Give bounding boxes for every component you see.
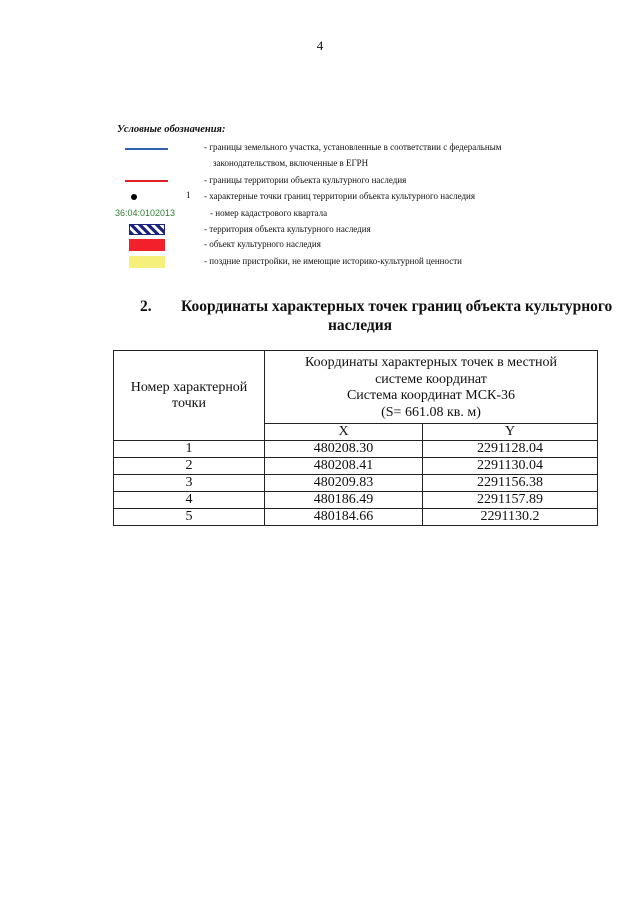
legend-row-land-boundary-cont: [0, 157, 640, 173]
page-number: 4: [316, 38, 324, 53]
point-dot-symbol: [131, 194, 137, 200]
cell-point-number: 4: [114, 492, 265, 509]
cell-point-number: 2: [114, 458, 265, 475]
section-title-line2: наследия: [327, 317, 393, 334]
legend-late-extensions-text: - поздние пристройки, не имеющие историко-культурной ценности: [204, 256, 462, 266]
legend-row-heritage-territory: [0, 223, 640, 239]
header-coordinates-line3: Система координат МСК-36: [346, 388, 516, 403]
legend-heritage-boundary-text: - границы территории объекта культурного наследия: [204, 175, 407, 185]
legend-characteristic-points-text: - характерные точки границ территории объекта культурного наследия: [204, 191, 475, 201]
table-row: [114, 475, 598, 492]
blue-line-symbol: [125, 148, 168, 150]
cell-x: 480208.41: [265, 458, 423, 475]
table-row: [114, 441, 598, 458]
cell-x: 480208.30: [265, 441, 423, 458]
cell-y: 2291130.04: [423, 458, 598, 475]
cell-x: 480184.66: [265, 509, 423, 526]
red-fill-symbol: [129, 239, 165, 251]
table-row: [114, 509, 598, 526]
legend-title: Условные обозначения:: [117, 124, 226, 135]
legend-row-characteristic-points: [0, 190, 640, 206]
section-number: 2.: [140, 298, 152, 315]
cell-y: 2291157.89: [423, 492, 598, 509]
red-line-symbol: [125, 180, 168, 182]
cadastral-code-symbol: 36:04:0102013: [115, 208, 176, 218]
header-coordinates-line1: Координаты характерных точек в местной: [304, 355, 557, 370]
point-number-label: 1: [186, 190, 191, 200]
header-coordinates-line4: (S= 661.08 кв. м): [381, 404, 481, 420]
header-coordinates-line2: системе координат: [375, 371, 487, 387]
hatch-fill-symbol: [129, 224, 165, 235]
legend-row-land-boundary: [0, 141, 640, 157]
header-point-number: Номер характерной точки: [114, 351, 265, 441]
legend-row-late-extensions: [0, 255, 640, 271]
cell-y: 2291156.38: [423, 475, 598, 492]
legend-heritage-territory-text: - территория объекта культурного наследия: [204, 224, 371, 234]
legend-land-boundary-text-cont: законодательством, включенные в ЕГРН: [213, 158, 369, 168]
cell-x: 480209.83: [265, 475, 423, 492]
cell-point-number: 5: [114, 509, 265, 526]
section-title-line1: Координаты характерных точек границ объекта культурного: [181, 298, 613, 315]
cell-y: 2291128.04: [423, 441, 598, 458]
legend-cadastral-quarter-text: - номер кадастрового квартала: [210, 208, 328, 218]
legend-land-boundary-text: - границы земельного участка, установленные в соответствии с федеральным: [204, 142, 502, 152]
header-coordinates: [265, 351, 598, 424]
cell-x: 480186.49: [265, 492, 423, 509]
cell-point-number: 1: [114, 441, 265, 458]
cell-point-number: 3: [114, 475, 265, 492]
legend-row-cadastral-quarter: [0, 207, 640, 223]
legend-row-heritage-object: [0, 238, 640, 254]
header-x: X: [265, 424, 423, 441]
coordinates-table: [113, 350, 598, 526]
table-row: [114, 458, 598, 475]
table-row: [114, 492, 598, 509]
legend-row-heritage-boundary: [0, 174, 640, 190]
cell-y: 2291130.2: [423, 509, 598, 526]
yellow-fill-symbol: [129, 256, 165, 268]
legend-heritage-object-text: - объект культурного наследия: [204, 239, 321, 249]
header-y: Y: [423, 424, 598, 441]
